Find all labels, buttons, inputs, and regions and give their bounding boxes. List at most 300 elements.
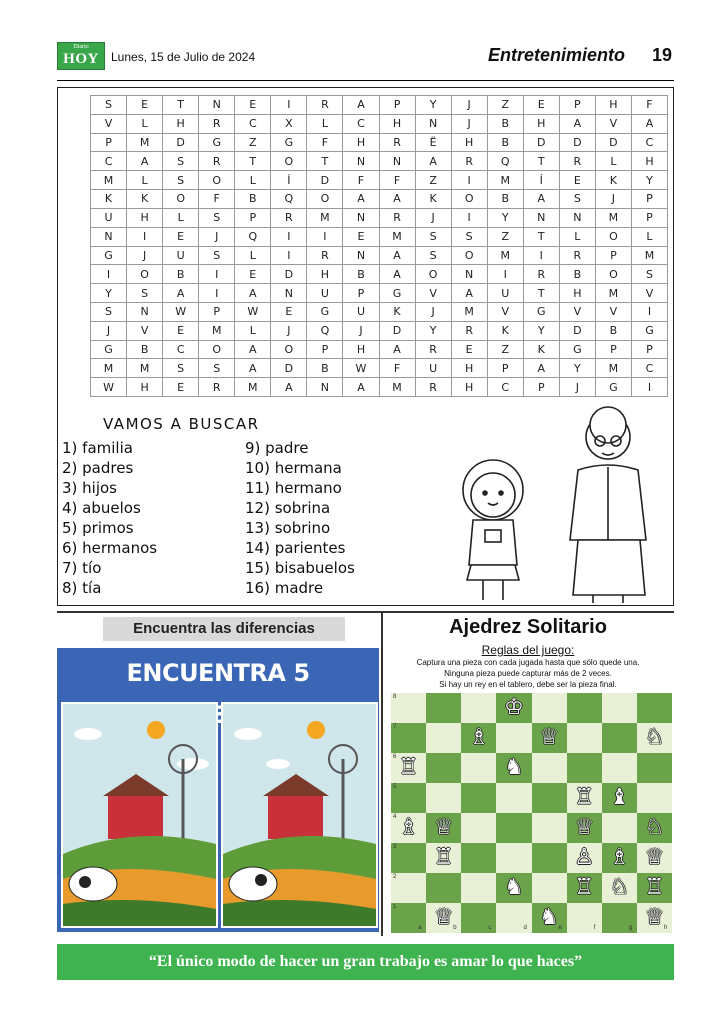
wordsearch-cell[interactable]: O bbox=[163, 190, 199, 209]
wordsearch-cell[interactable]: Z bbox=[235, 133, 271, 152]
wordsearch-cell[interactable]: I bbox=[451, 171, 487, 190]
wordsearch-cell[interactable]: P bbox=[523, 378, 559, 397]
wordsearch-cell[interactable]: E bbox=[127, 96, 163, 115]
chess-piece[interactable]: ♗ bbox=[609, 845, 630, 870]
wordsearch-cell[interactable]: Z bbox=[487, 96, 523, 115]
wordsearch-cell[interactable]: L bbox=[127, 171, 163, 190]
wordsearch-cell[interactable]: U bbox=[487, 284, 523, 303]
wordsearch-cell[interactable]: S bbox=[127, 284, 163, 303]
wordsearch-cell[interactable]: O bbox=[271, 152, 307, 171]
chess-piece[interactable]: ♞ bbox=[504, 875, 524, 900]
wordsearch-cell[interactable]: I bbox=[199, 284, 235, 303]
wordsearch-cell[interactable]: B bbox=[235, 190, 271, 209]
wordsearch-cell[interactable]: U bbox=[163, 246, 199, 265]
wordsearch-cell[interactable]: U bbox=[307, 284, 343, 303]
wordsearch-cell[interactable]: A bbox=[379, 190, 415, 209]
wordsearch-cell[interactable]: V bbox=[415, 284, 451, 303]
chess-piece[interactable]: ♕ bbox=[644, 845, 665, 870]
wordsearch-cell[interactable]: A bbox=[343, 96, 379, 115]
wordsearch-cell[interactable]: K bbox=[91, 190, 127, 209]
wordsearch-cell[interactable]: L bbox=[235, 246, 271, 265]
wordsearch-cell[interactable]: M bbox=[595, 284, 631, 303]
chess-square[interactable] bbox=[461, 753, 496, 783]
wordsearch-cell[interactable]: H bbox=[595, 96, 631, 115]
wordsearch-cell[interactable]: S bbox=[415, 246, 451, 265]
chess-square[interactable] bbox=[532, 843, 567, 873]
wordsearch-cell[interactable]: G bbox=[595, 378, 631, 397]
chess-piece[interactable]: ♗ bbox=[398, 815, 419, 840]
wordsearch-cell[interactable]: A bbox=[523, 190, 559, 209]
wordsearch-cell[interactable]: T bbox=[523, 227, 559, 246]
wordsearch-cell[interactable]: G bbox=[631, 321, 667, 340]
chess-piece[interactable]: ♖ bbox=[644, 875, 665, 900]
wordsearch-cell[interactable]: R bbox=[451, 321, 487, 340]
wordsearch-cell[interactable]: C bbox=[235, 114, 271, 133]
wordsearch-cell[interactable]: O bbox=[307, 190, 343, 209]
wordsearch-cell[interactable]: M bbox=[199, 321, 235, 340]
chess-square[interactable] bbox=[461, 783, 496, 813]
wordsearch-cell[interactable]: U bbox=[91, 208, 127, 227]
wordsearch-cell[interactable]: T bbox=[523, 152, 559, 171]
wordsearch-cell[interactable]: B bbox=[487, 190, 523, 209]
wordsearch-cell[interactable]: T bbox=[523, 284, 559, 303]
chess-square[interactable] bbox=[567, 693, 602, 723]
wordsearch-cell[interactable]: S bbox=[415, 227, 451, 246]
wordsearch-cell[interactable]: V bbox=[91, 114, 127, 133]
chess-square[interactable] bbox=[532, 783, 567, 813]
chess-piece[interactable]: ♕ bbox=[574, 815, 595, 840]
chess-piece[interactable]: ♖ bbox=[433, 845, 454, 870]
chess-piece[interactable]: ♕ bbox=[433, 815, 454, 840]
wordsearch-cell[interactable]: S bbox=[163, 171, 199, 190]
wordsearch-cell[interactable]: S bbox=[199, 208, 235, 227]
wordsearch-cell[interactable]: P bbox=[343, 284, 379, 303]
wordsearch-cell[interactable]: L bbox=[595, 152, 631, 171]
wordsearch-cell[interactable]: S bbox=[91, 302, 127, 321]
wordsearch-cell[interactable]: O bbox=[595, 227, 631, 246]
wordsearch-cell[interactable]: Y bbox=[559, 359, 595, 378]
wordsearch-cell[interactable]: S bbox=[199, 246, 235, 265]
wordsearch-cell[interactable]: C bbox=[487, 378, 523, 397]
wordsearch-cell[interactable]: A bbox=[415, 152, 451, 171]
wordsearch-cell[interactable]: Z bbox=[487, 227, 523, 246]
wordsearch-cell[interactable]: U bbox=[415, 359, 451, 378]
wordsearch-cell[interactable]: S bbox=[91, 96, 127, 115]
wordsearch-cell[interactable]: F bbox=[379, 171, 415, 190]
wordsearch-cell[interactable]: A bbox=[235, 284, 271, 303]
wordsearch-cell[interactable]: E bbox=[235, 96, 271, 115]
wordsearch-cell[interactable]: T bbox=[163, 96, 199, 115]
chess-square[interactable] bbox=[602, 723, 637, 753]
wordsearch-cell[interactable]: R bbox=[307, 96, 343, 115]
wordsearch-cell[interactable]: H bbox=[127, 378, 163, 397]
wordsearch-cell[interactable]: L bbox=[307, 114, 343, 133]
wordsearch-cell[interactable]: P bbox=[631, 190, 667, 209]
wordsearch-cell[interactable]: J bbox=[199, 227, 235, 246]
wordsearch-cell[interactable]: E bbox=[163, 378, 199, 397]
wordsearch-cell[interactable]: X bbox=[271, 114, 307, 133]
chess-square[interactable] bbox=[426, 693, 461, 723]
wordsearch-cell[interactable]: R bbox=[523, 265, 559, 284]
chess-square[interactable] bbox=[461, 843, 496, 873]
wordsearch-cell[interactable]: A bbox=[271, 378, 307, 397]
wordsearch-cell[interactable]: O bbox=[451, 246, 487, 265]
wordsearch-cell[interactable]: I bbox=[271, 246, 307, 265]
wordsearch-cell[interactable]: L bbox=[631, 227, 667, 246]
wordsearch-cell[interactable]: N bbox=[343, 152, 379, 171]
wordsearch-cell[interactable]: O bbox=[595, 265, 631, 284]
chess-piece[interactable]: ♕ bbox=[644, 905, 665, 930]
wordsearch-cell[interactable]: S bbox=[199, 359, 235, 378]
wordsearch-cell[interactable]: A bbox=[559, 114, 595, 133]
wordsearch-cell[interactable]: O bbox=[199, 340, 235, 359]
chess-piece[interactable]: ♞ bbox=[539, 905, 559, 930]
wordsearch-cell[interactable]: C bbox=[91, 152, 127, 171]
wordsearch-cell[interactable]: A bbox=[379, 246, 415, 265]
wordsearch-cell[interactable]: F bbox=[307, 133, 343, 152]
chess-square[interactable] bbox=[602, 813, 637, 843]
wordsearch-cell[interactable]: V bbox=[595, 114, 631, 133]
wordsearch-cell[interactable]: M bbox=[595, 208, 631, 227]
chess-piece[interactable]: ♕ bbox=[539, 725, 559, 750]
wordsearch-cell[interactable]: J bbox=[451, 96, 487, 115]
wordsearch-cell[interactable]: V bbox=[127, 321, 163, 340]
wordsearch-cell[interactable]: P bbox=[379, 96, 415, 115]
wordsearch-cell[interactable]: M bbox=[379, 227, 415, 246]
wordsearch-cell[interactable]: M bbox=[235, 378, 271, 397]
wordsearch-cell[interactable]: E bbox=[559, 171, 595, 190]
wordsearch-cell[interactable]: N bbox=[343, 208, 379, 227]
wordsearch-cell[interactable]: J bbox=[415, 302, 451, 321]
wordsearch-cell[interactable]: O bbox=[199, 171, 235, 190]
chess-square[interactable] bbox=[532, 873, 567, 903]
wordsearch-cell[interactable]: N bbox=[559, 208, 595, 227]
wordsearch-cell[interactable]: B bbox=[487, 114, 523, 133]
wordsearch-cell[interactable]: H bbox=[631, 152, 667, 171]
wordsearch-cell[interactable]: R bbox=[559, 152, 595, 171]
wordsearch-cell[interactable]: P bbox=[559, 96, 595, 115]
wordsearch-cell[interactable]: A bbox=[235, 359, 271, 378]
wordsearch-cell[interactable]: Í bbox=[271, 171, 307, 190]
wordsearch-cell[interactable]: M bbox=[379, 378, 415, 397]
wordsearch-cell[interactable]: H bbox=[451, 133, 487, 152]
wordsearch-cell[interactable]: T bbox=[235, 152, 271, 171]
wordsearch-cell[interactable]: J bbox=[559, 378, 595, 397]
wordsearch-cell[interactable]: M bbox=[487, 171, 523, 190]
wordsearch-cell[interactable]: N bbox=[127, 302, 163, 321]
wordsearch-cell[interactable]: D bbox=[307, 171, 343, 190]
chess-square[interactable] bbox=[567, 753, 602, 783]
wordsearch-cell[interactable]: H bbox=[127, 208, 163, 227]
wordsearch-cell[interactable]: P bbox=[595, 246, 631, 265]
wordsearch-cell[interactable]: E bbox=[271, 302, 307, 321]
wordsearch-cell[interactable]: Y bbox=[631, 171, 667, 190]
wordsearch-cell[interactable]: J bbox=[415, 208, 451, 227]
wordsearch-cell[interactable]: Z bbox=[415, 171, 451, 190]
chess-square[interactable] bbox=[532, 813, 567, 843]
wordsearch-cell[interactable]: O bbox=[451, 190, 487, 209]
wordsearch-cell[interactable]: W bbox=[91, 378, 127, 397]
wordsearch-cell[interactable]: I bbox=[451, 208, 487, 227]
wordsearch-cell[interactable]: A bbox=[631, 114, 667, 133]
chess-square[interactable] bbox=[637, 783, 672, 813]
wordsearch-cell[interactable]: W bbox=[163, 302, 199, 321]
wordsearch-cell[interactable]: A bbox=[235, 340, 271, 359]
wordsearch-cell[interactable]: H bbox=[379, 114, 415, 133]
wordsearch-cell[interactable]: P bbox=[235, 208, 271, 227]
wordsearch-cell[interactable]: P bbox=[199, 302, 235, 321]
wordsearch-cell[interactable]: S bbox=[163, 152, 199, 171]
wordsearch-cell[interactable]: P bbox=[631, 208, 667, 227]
wordsearch-cell[interactable]: R bbox=[199, 152, 235, 171]
wordsearch-cell[interactable]: Z bbox=[487, 340, 523, 359]
wordsearch-cell[interactable]: S bbox=[163, 359, 199, 378]
wordsearch-cell[interactable]: S bbox=[631, 265, 667, 284]
wordsearch-cell[interactable]: H bbox=[343, 340, 379, 359]
wordsearch-cell[interactable]: G bbox=[379, 284, 415, 303]
wordsearch-cell[interactable]: D bbox=[379, 321, 415, 340]
wordsearch-cell[interactable]: R bbox=[379, 133, 415, 152]
wordsearch-cell[interactable]: A bbox=[379, 340, 415, 359]
chess-piece[interactable]: ♕ bbox=[433, 905, 454, 930]
wordsearch-cell[interactable]: G bbox=[91, 340, 127, 359]
chess-piece[interactable]: ♗ bbox=[468, 725, 489, 750]
wordsearch-cell[interactable]: K bbox=[127, 190, 163, 209]
wordsearch-cell[interactable]: M bbox=[487, 246, 523, 265]
wordsearch-cell[interactable]: M bbox=[91, 171, 127, 190]
wordsearch-cell[interactable]: G bbox=[523, 302, 559, 321]
wordsearch-cell[interactable]: J bbox=[91, 321, 127, 340]
wordsearch-cell[interactable]: L bbox=[235, 171, 271, 190]
chess-piece[interactable]: ♞ bbox=[504, 755, 524, 780]
wordsearch-cell[interactable]: D bbox=[523, 133, 559, 152]
chess-square[interactable] bbox=[461, 693, 496, 723]
chess-piece[interactable]: ♖ bbox=[398, 755, 419, 780]
wordsearch-cell[interactable]: D bbox=[163, 133, 199, 152]
chess-square[interactable] bbox=[637, 753, 672, 783]
wordsearch-cell[interactable]: J bbox=[343, 321, 379, 340]
wordsearch-cell[interactable]: C bbox=[631, 133, 667, 152]
wordsearch-cell[interactable]: E bbox=[235, 265, 271, 284]
chess-square[interactable] bbox=[532, 693, 567, 723]
wordsearch-cell[interactable]: M bbox=[127, 133, 163, 152]
wordsearch-cell[interactable]: A bbox=[379, 265, 415, 284]
wordsearch-cell[interactable]: Y bbox=[523, 321, 559, 340]
wordsearch-cell[interactable]: V bbox=[487, 302, 523, 321]
wordsearch-cell[interactable]: H bbox=[163, 114, 199, 133]
wordsearch-cell[interactable]: A bbox=[127, 152, 163, 171]
wordsearch-cell[interactable]: E bbox=[523, 96, 559, 115]
wordsearch-cell[interactable]: V bbox=[559, 302, 595, 321]
wordsearch-cell[interactable]: F bbox=[631, 96, 667, 115]
wordsearch-cell[interactable]: C bbox=[163, 340, 199, 359]
chess-square[interactable] bbox=[461, 873, 496, 903]
wordsearch-cell[interactable]: R bbox=[451, 152, 487, 171]
wordsearch-cell[interactable]: I bbox=[199, 265, 235, 284]
chess-square[interactable] bbox=[426, 723, 461, 753]
wordsearch-cell[interactable]: F bbox=[379, 359, 415, 378]
wordsearch-cell[interactable]: F bbox=[343, 171, 379, 190]
wordsearch-cell[interactable]: O bbox=[271, 340, 307, 359]
wordsearch-cell[interactable]: A bbox=[523, 359, 559, 378]
wordsearch-cell[interactable]: Y bbox=[415, 321, 451, 340]
wordsearch-cell[interactable]: K bbox=[595, 171, 631, 190]
wordsearch-cell[interactable]: Í bbox=[523, 171, 559, 190]
chess-square[interactable] bbox=[496, 843, 531, 873]
wordsearch-cell[interactable]: A bbox=[343, 190, 379, 209]
wordsearch-cell[interactable]: S bbox=[559, 190, 595, 209]
wordsearch-cell[interactable]: N bbox=[271, 284, 307, 303]
wordsearch-cell[interactable]: M bbox=[595, 359, 631, 378]
wordsearch-cell[interactable]: N bbox=[307, 378, 343, 397]
wordsearch-cell[interactable]: B bbox=[487, 133, 523, 152]
wordsearch-cell[interactable]: N bbox=[199, 96, 235, 115]
wordsearch-cell[interactable]: P bbox=[307, 340, 343, 359]
chess-square[interactable] bbox=[496, 813, 531, 843]
wordsearch-cell[interactable]: F bbox=[199, 190, 235, 209]
wordsearch-cell[interactable]: I bbox=[631, 378, 667, 397]
wordsearch-cell[interactable]: J bbox=[271, 321, 307, 340]
chess-piece[interactable]: ♔ bbox=[504, 695, 524, 720]
chess-square[interactable] bbox=[461, 813, 496, 843]
wordsearch-cell[interactable]: W bbox=[343, 359, 379, 378]
wordsearch-cell[interactable]: P bbox=[595, 340, 631, 359]
chess-piece[interactable]: ♘ bbox=[644, 725, 665, 750]
wordsearch-cell[interactable]: L bbox=[235, 321, 271, 340]
wordsearch-cell[interactable]: M bbox=[127, 359, 163, 378]
wordsearch-cell[interactable]: B bbox=[163, 265, 199, 284]
wordsearch-cell[interactable]: B bbox=[595, 321, 631, 340]
chess-square[interactable] bbox=[496, 723, 531, 753]
wordsearch-cell[interactable]: G bbox=[307, 302, 343, 321]
chess-square[interactable] bbox=[426, 753, 461, 783]
wordsearch-cell[interactable]: I bbox=[271, 96, 307, 115]
wordsearch-cell[interactable]: R bbox=[415, 378, 451, 397]
wordsearch-cell[interactable]: V bbox=[595, 302, 631, 321]
wordsearch-cell[interactable]: R bbox=[271, 208, 307, 227]
wordsearch-cell[interactable]: U bbox=[343, 302, 379, 321]
chess-piece[interactable]: ♘ bbox=[609, 875, 630, 900]
wordsearch-cell[interactable]: V bbox=[631, 284, 667, 303]
wordsearch-cell[interactable]: K bbox=[487, 321, 523, 340]
wordsearch-cell[interactable]: N bbox=[91, 227, 127, 246]
wordsearch-cell[interactable]: D bbox=[595, 133, 631, 152]
wordsearch-cell[interactable]: M bbox=[451, 302, 487, 321]
chess-square[interactable] bbox=[496, 783, 531, 813]
wordsearch-cell[interactable]: N bbox=[451, 265, 487, 284]
wordsearch-cell[interactable]: S bbox=[451, 227, 487, 246]
chess-piece[interactable]: ♘ bbox=[644, 815, 665, 840]
wordsearch-cell[interactable]: K bbox=[523, 340, 559, 359]
wordsearch-cell[interactable]: P bbox=[91, 133, 127, 152]
wordsearch-cell[interactable]: M bbox=[307, 208, 343, 227]
wordsearch-cell[interactable]: N bbox=[379, 152, 415, 171]
wordsearch-cell[interactable]: O bbox=[415, 265, 451, 284]
wordsearch-cell[interactable]: D bbox=[271, 265, 307, 284]
wordsearch-cell[interactable]: C bbox=[343, 114, 379, 133]
chess-square[interactable] bbox=[532, 753, 567, 783]
wordsearch-cell[interactable]: G bbox=[91, 246, 127, 265]
wordsearch-cell[interactable]: K bbox=[379, 302, 415, 321]
wordsearch-cell[interactable]: H bbox=[559, 284, 595, 303]
wordsearch-cell[interactable]: R bbox=[199, 114, 235, 133]
chess-square[interactable] bbox=[602, 693, 637, 723]
wordsearch-cell[interactable]: E bbox=[343, 227, 379, 246]
wordsearch-cell[interactable]: N bbox=[343, 246, 379, 265]
wordsearch-cell[interactable]: W bbox=[235, 302, 271, 321]
wordsearch-cell[interactable]: I bbox=[487, 265, 523, 284]
wordsearch-cell[interactable]: R bbox=[199, 378, 235, 397]
wordsearch-cell[interactable]: M bbox=[91, 359, 127, 378]
wordsearch-cell[interactable]: R bbox=[379, 208, 415, 227]
wordsearch-cell[interactable]: B bbox=[343, 265, 379, 284]
wordsearch-cell[interactable]: R bbox=[415, 340, 451, 359]
wordsearch-cell[interactable]: M bbox=[631, 246, 667, 265]
wordsearch-cell[interactable]: N bbox=[523, 208, 559, 227]
wordsearch-cell[interactable]: A bbox=[451, 284, 487, 303]
wordsearch-cell[interactable]: L bbox=[559, 227, 595, 246]
wordsearch-cell[interactable]: H bbox=[307, 265, 343, 284]
chess-piece[interactable]: ♙ bbox=[574, 845, 595, 870]
wordsearch-cell[interactable]: Q bbox=[487, 152, 523, 171]
wordsearch-cell[interactable]: H bbox=[343, 133, 379, 152]
wordsearch-cell[interactable]: D bbox=[271, 359, 307, 378]
wordsearch-cell[interactable]: Y bbox=[415, 96, 451, 115]
wordsearch-cell[interactable]: B bbox=[559, 265, 595, 284]
wordsearch-cell[interactable]: P bbox=[631, 340, 667, 359]
chess-square[interactable] bbox=[637, 693, 672, 723]
wordsearch-cell[interactable]: Ë bbox=[415, 133, 451, 152]
chess-square[interactable] bbox=[567, 903, 602, 933]
wordsearch-cell[interactable]: R bbox=[307, 246, 343, 265]
wordsearch-cell[interactable]: A bbox=[163, 284, 199, 303]
wordsearch-cell[interactable]: Y bbox=[91, 284, 127, 303]
chess-square[interactable] bbox=[426, 873, 461, 903]
wordsearch-cell[interactable]: E bbox=[163, 227, 199, 246]
wordsearch-cell[interactable]: J bbox=[127, 246, 163, 265]
wordsearch-cell[interactable]: L bbox=[127, 114, 163, 133]
wordsearch-cell[interactable]: G bbox=[271, 133, 307, 152]
wordsearch-cell[interactable]: D bbox=[559, 321, 595, 340]
wordsearch-cell[interactable]: I bbox=[91, 265, 127, 284]
wordsearch-cell[interactable]: O bbox=[127, 265, 163, 284]
wordsearch-cell[interactable]: J bbox=[595, 190, 631, 209]
wordsearch-cell[interactable]: E bbox=[163, 321, 199, 340]
wordsearch-cell[interactable]: B bbox=[307, 359, 343, 378]
wordsearch-cell[interactable]: P bbox=[487, 359, 523, 378]
wordsearch-cell[interactable]: L bbox=[163, 208, 199, 227]
chess-piece[interactable]: ♖ bbox=[574, 875, 595, 900]
chess-square[interactable] bbox=[426, 783, 461, 813]
wordsearch-cell[interactable]: K bbox=[415, 190, 451, 209]
wordsearch-cell[interactable]: Q bbox=[271, 190, 307, 209]
wordsearch-cell[interactable]: H bbox=[451, 378, 487, 397]
wordsearch-cell[interactable]: H bbox=[451, 359, 487, 378]
wordsearch-cell[interactable]: G bbox=[199, 133, 235, 152]
wordsearch-cell[interactable]: A bbox=[343, 378, 379, 397]
wordsearch-cell[interactable]: C bbox=[631, 359, 667, 378]
wordsearch-cell[interactable]: R bbox=[559, 246, 595, 265]
wordsearch-cell[interactable]: H bbox=[523, 114, 559, 133]
wordsearch-cell[interactable]: Q bbox=[235, 227, 271, 246]
wordsearch-cell[interactable]: N bbox=[415, 114, 451, 133]
wordsearch-cell[interactable]: E bbox=[451, 340, 487, 359]
wordsearch-cell[interactable]: I bbox=[631, 302, 667, 321]
wordsearch-cell[interactable]: I bbox=[127, 227, 163, 246]
wordsearch-cell[interactable]: I bbox=[271, 227, 307, 246]
wordsearch-cell[interactable]: T bbox=[307, 152, 343, 171]
wordsearch-cell[interactable]: G bbox=[559, 340, 595, 359]
